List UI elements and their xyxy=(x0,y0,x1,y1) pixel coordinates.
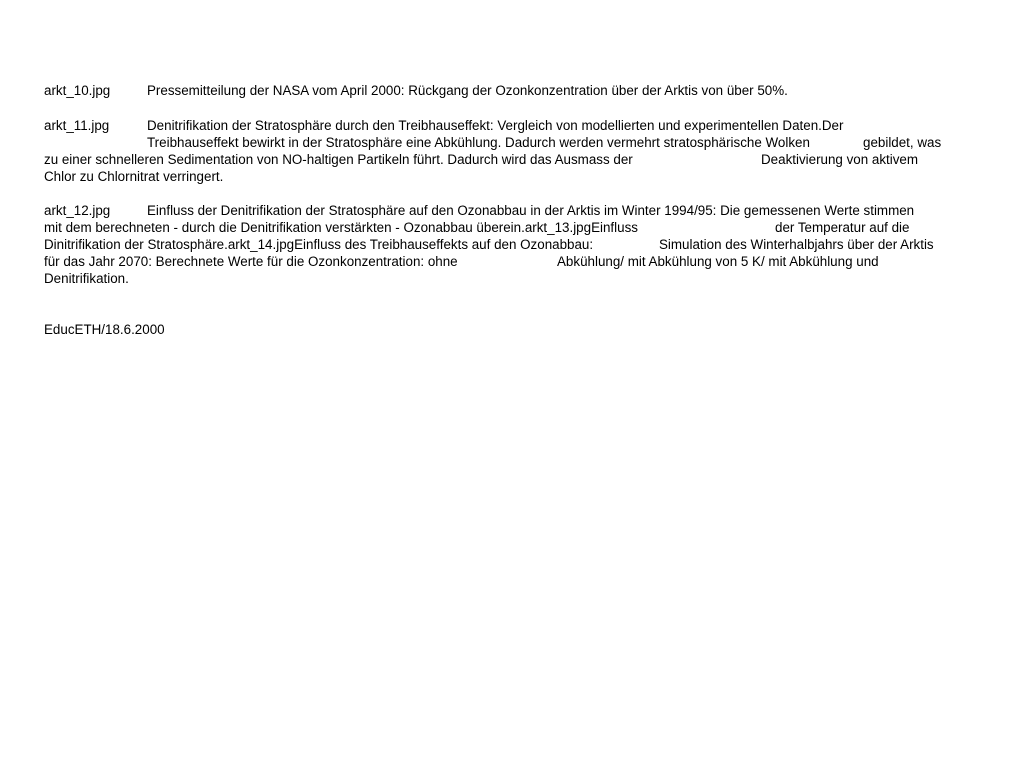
entry-description-line: für das Jahr 2070: Berechnete Werte für die Ozonkonzentration: ohne xyxy=(44,254,458,269)
entry-description-line: Denitrifikation der Stratosphäre durch den Treibhauseffekt: Vergleich von modellierten und experimentellen Daten.Der xyxy=(147,118,844,133)
entry-description-line: Denitrifikation. xyxy=(44,271,129,286)
entry-description-line: Deaktivierung von aktivem xyxy=(761,152,919,167)
entry-filename: arkt_11.jpg xyxy=(44,118,110,133)
entry-filename: arkt_10.jpg xyxy=(44,83,111,98)
entry-description-line: Simulation des Winterhalbjahrs über der Arktis xyxy=(659,237,934,252)
entry-description-line: mit dem berechneten - durch die Denitrifikation verstärkten - Ozonabbau überein.arkt_13.jpgEinfluss xyxy=(44,220,638,235)
entry-description-line: Abkühlung/ mit Abkühlung von 5 K/ mit Abkühlung und xyxy=(557,254,879,269)
entry-description-line: der Temperatur auf die xyxy=(775,220,910,235)
entry-description-line: Treibhauseffekt bewirkt in der Stratosphäre eine Abkühlung. Dadurch werden vermehrt stratosphärische Wolken xyxy=(147,135,810,150)
entry-description-line: zu einer schnelleren Sedimentation von NO-haltigen Partikeln führt. Dadurch wird das Ausmass der xyxy=(44,152,633,167)
entry-description-line: Pressemitteilung der NASA vom April 2000: Rückgang der Ozonkonzentration über der Arktis von über 50%. xyxy=(147,83,788,98)
entry-description-line: gebildet, was xyxy=(863,135,942,150)
entry-filename: arkt_12.jpg xyxy=(44,203,111,218)
entry-description-line: Chlor zu Chlornitrat verringert. xyxy=(44,169,224,184)
document-footer: EducETH/18.6.2000 xyxy=(44,322,165,337)
entry-description-line: Dinitrifikation der Stratosphäre.arkt_14.jpgEinfluss des Treibhauseffekts auf den Ozonabbau: xyxy=(44,237,594,252)
entry-description-line: Einfluss der Denitrifikation der Stratosphäre auf den Ozonabbau in der Arktis im Winter 1994/95: Die gemessenen Werte stimmen xyxy=(147,203,915,218)
